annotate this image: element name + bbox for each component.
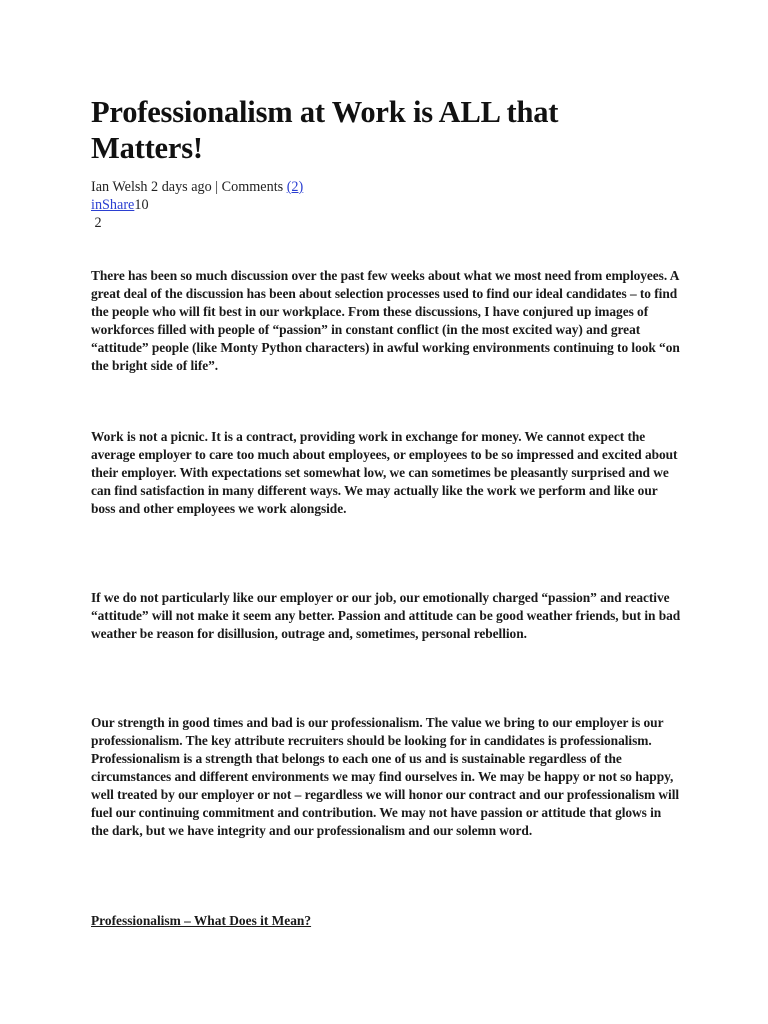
byline <box>91 178 303 196</box>
article-title: Professionalism at Work is ALL that Matters! <box>91 95 559 165</box>
section-subheading: Professionalism – What Does it Mean? <box>91 913 312 928</box>
paragraph-passion-attitude: If we do not particularly like our employer or our job, our emotionally charged “passion” and reactive “attitude” will not make it seem any better. Passion and attitude can be good weather friends, but in bad weather be reason for disillusion, outrage and, sometimes, personal rebellion. <box>91 590 681 641</box>
paragraph-professionalism-strength: Our strength in good times and bad is our professionalism. The value we bring to our employer is our professionalism. The key attribute recruiters should be looking for in candidates is professionalism. Professionalism is a strength that belongs to each one of us and is sustainable regardless of the circumstances and different environments we may find ourselves in. We may be happy or not so happy, well treated by our employer or not – regardless we will honor our contract and our professionalism will fuel our continuing commitment and contribution. We may not have passion or attitude that glows in the dark, but we have integrity and our professionalism and our solemn word. <box>91 715 680 838</box>
paragraph-intro: There has been so much discussion over the past few weeks about what we most need from employees. A great deal of the discussion has been about selection processes used to find our ideal candidates – to find the people who will fit best in our workplace. From these discussions, I have conjured up images of workforces filled with people of “passion” in constant conflict (in the most excited way) and great “attitude” people (like Monty Python characters) in awful working environments continuing to look “on the bright side of life”. <box>91 268 680 373</box>
share-count: 10 <box>134 197 149 213</box>
inshare-link[interactable]: inShare <box>91 197 135 213</box>
author-date-text: Ian Welsh 2 days ago | Comments <box>91 179 287 195</box>
paragraph-work-contract: Work is not a picnic. It is a contract, providing work in exchange for money. We cannot expect the average employer to care too much about employees, or employees to be so impressed and excited about their employer. With expectations set somewhat low, we can sometimes be pleasantly surprised and we can find satisfaction in many different ways. We may actually like the work we perform and like our boss and other employees we work alongside. <box>91 429 678 516</box>
comments-link[interactable]: (2) <box>286 179 304 195</box>
share-line <box>91 196 149 214</box>
share-count-secondary: 2 <box>91 215 102 231</box>
